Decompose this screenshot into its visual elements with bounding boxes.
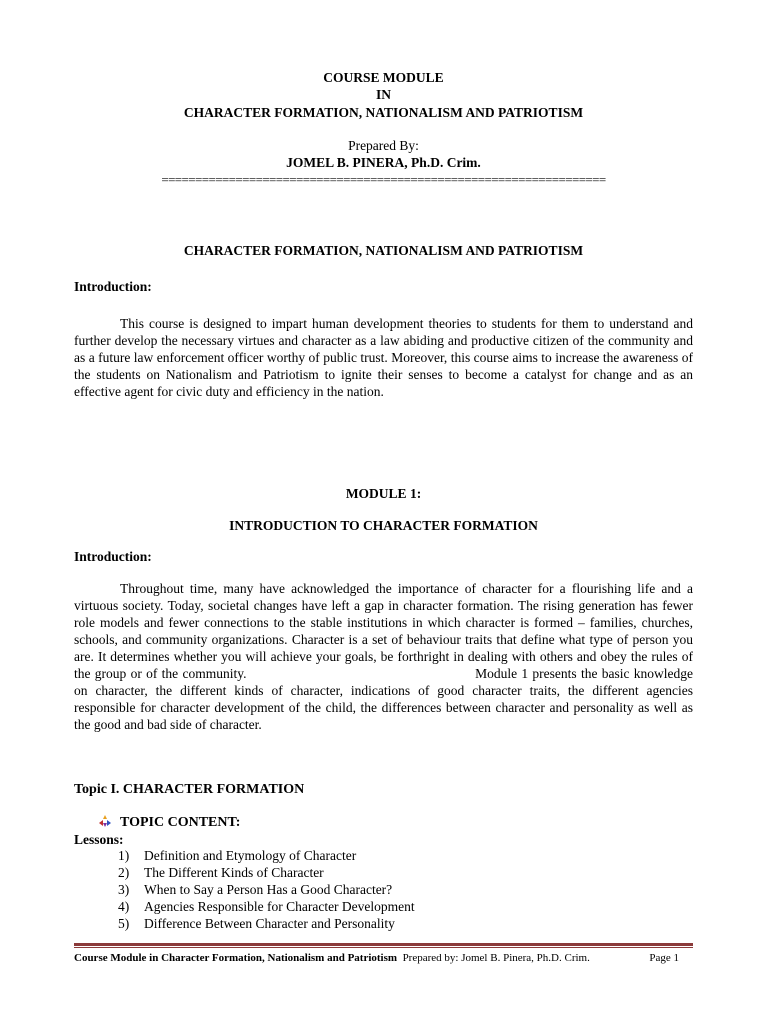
- list-item: [118, 847, 356, 864]
- header-separator: ==================================================================: [161, 172, 606, 187]
- lesson-text: The Different Kinds of Character: [144, 865, 324, 880]
- course-title: CHARACTER FORMATION, NATIONALISM AND PATRIOTISM: [183, 243, 584, 258]
- page-footer: [74, 951, 693, 965]
- lesson-text: Agencies Responsible for Character Development: [144, 899, 415, 914]
- footer-prepared-by: Prepared by: Jomel B. Pinera, Ph.D. Crim.: [402, 952, 590, 964]
- lesson-number: 4): [118, 899, 130, 914]
- footer-rule-thin: [74, 947, 693, 948]
- module-intro-text-part2: Module 1 presents the basic knowledge on character, the different kinds of character, indications of good character traits, the different agencies responsible for character development of the child, the differences between character and personality as well as the good and bad side of character.: [74, 666, 694, 732]
- footer-rule-thick: [74, 943, 693, 946]
- module-intro-text-part1: Throughout time, many have acknowledged the importance of character for a flourishing life and a virtuous society. Today, societal changes have left a gap in character formation. The rising generation has fewer role models and fewer connections to the stable institutions in which character is formed – families, churches, schools, and community organizations. Character is a set of behaviour traits that define what type of person you are. It determines whether you will achieve your goals, be forthright in dealing with others and obey the rules of the group or of the community.: [74, 581, 693, 681]
- header-course-title: CHARACTER FORMATION, NATIONALISM AND PATRIOTISM: [183, 105, 584, 120]
- course-intro-paragraph: This course is designed to impart human development theories to students for them to understand and further develop the necessary virtues and character as a law abiding and productive citizen of the community and as a future law enforcement officer worthy of public trust. Moreover, this course aims to increase the awareness of the students on Nationalism and Patriotism to ignite their senses to become a catalyst for change and as an effective agent for civic duty and efficiency in the nation.: [74, 316, 693, 399]
- lesson-number: 1): [118, 848, 130, 863]
- topic-content-bullet: [98, 814, 240, 831]
- list-item: [118, 864, 324, 881]
- lesson-text: Difference Between Character and Personality: [144, 916, 395, 931]
- lesson-number: 3): [118, 882, 130, 897]
- topic-content-label: TOPIC CONTENT:: [120, 815, 241, 830]
- module-title: INTRODUCTION TO CHARACTER FORMATION: [229, 518, 538, 533]
- lesson-number: 2): [118, 865, 130, 880]
- prepared-by-label: Prepared By:: [348, 138, 419, 153]
- list-item: [118, 881, 392, 898]
- lesson-number: 5): [118, 916, 130, 931]
- course-intro-heading: Introduction:: [74, 279, 152, 294]
- footer-page-number: Page 1: [649, 952, 679, 964]
- lessons-label: Lessons:: [74, 832, 124, 847]
- topic-heading: Topic I. CHARACTER FORMATION: [74, 782, 305, 797]
- list-item: [118, 915, 395, 932]
- lesson-text: Definition and Etymology of Character: [144, 848, 357, 863]
- module-intro-paragraph: [74, 580, 693, 733]
- module-label: MODULE 1:: [345, 486, 422, 501]
- module-intro-heading: Introduction:: [74, 549, 152, 564]
- document-page: [74, 0, 693, 1024]
- lesson-text: When to Say a Person Has a Good Character?: [144, 882, 393, 897]
- arrow-bullet-icon: [98, 814, 112, 828]
- list-item: [118, 898, 415, 915]
- header-line-in: IN: [375, 87, 391, 102]
- footer-course-title: Course Module in Character Formation, Nationalism and Patriotism: [74, 952, 398, 964]
- author-name: JOMEL B. PINERA, Ph.D. Crim.: [286, 155, 481, 170]
- header-line-course-module: COURSE MODULE: [323, 70, 444, 85]
